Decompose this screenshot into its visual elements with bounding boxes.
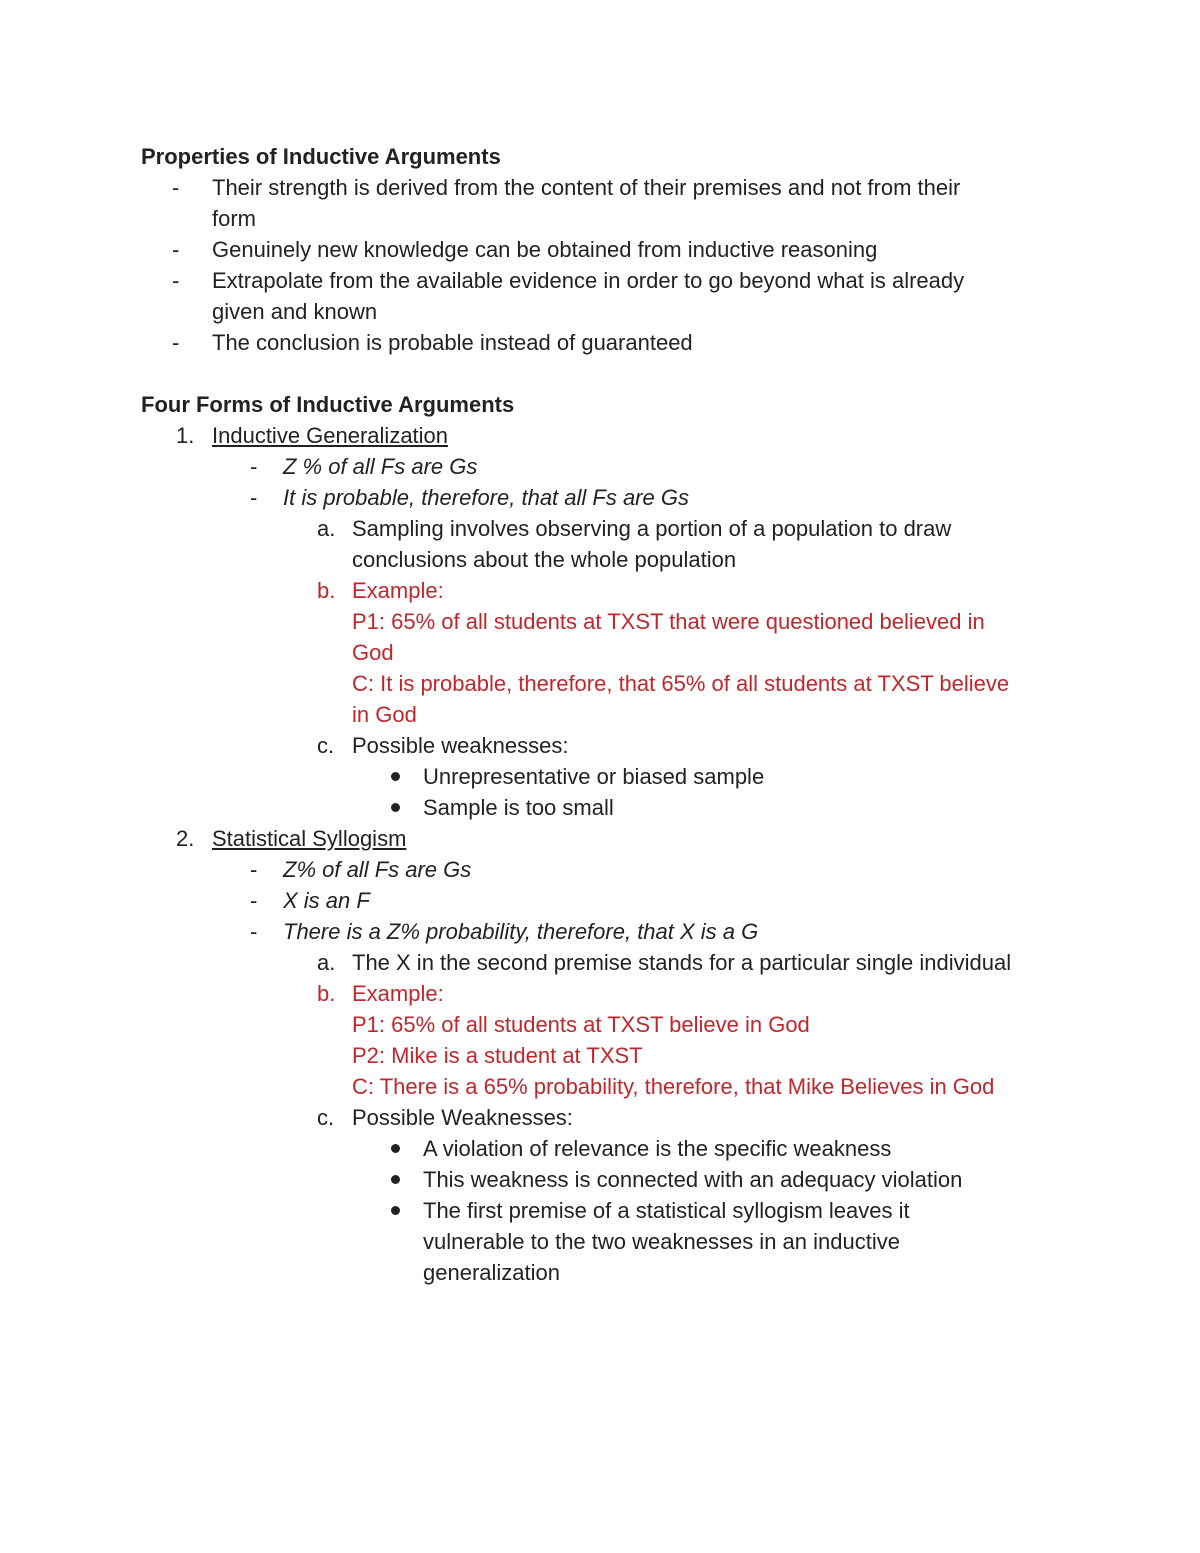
form-name-inductive-generalization: Inductive Generalization — [212, 423, 449, 448]
list-item: Sampling involves observing a portion of a population to draw — [352, 516, 952, 541]
example-line: P2: Mike is a student at TXST — [352, 1043, 643, 1068]
premise-line: It is probable, therefore, that all Fs are Gs — [283, 485, 689, 510]
list-item-continuation: form — [212, 206, 256, 231]
list-marker-a: a. — [317, 516, 336, 541]
list-item: Genuinely new knowledge can be obtained from inductive reasoning — [212, 237, 878, 262]
list-item: A violation of relevance is the specific weakness — [423, 1136, 892, 1161]
list-item: Sample is too small — [423, 795, 614, 820]
example-label: Example: — [352, 578, 444, 603]
list-marker-c: c. — [317, 1105, 335, 1130]
list-item-continuation: given and known — [212, 299, 378, 324]
bullet-dot-icon — [391, 1206, 400, 1215]
premise-line: Z % of all Fs are Gs — [283, 454, 478, 479]
list-item: The first premise of a statistical syllogism leaves it — [423, 1198, 910, 1223]
list-item: Unrepresentative or biased sample — [423, 764, 765, 789]
list-item-continuation: generalization — [423, 1260, 560, 1285]
list-item-continuation: conclusions about the whole population — [352, 547, 737, 572]
dash-marker: - — [172, 268, 180, 293]
bullet-dot-icon — [391, 772, 400, 781]
list-marker-b: b. — [317, 981, 336, 1006]
example-line: in God — [352, 702, 417, 727]
section-title-properties: Properties of Inductive Arguments — [141, 144, 501, 169]
dash-marker: - — [250, 888, 258, 913]
list-item: This weakness is connected with an adequacy violation — [423, 1167, 963, 1192]
list-item: The conclusion is probable instead of guaranteed — [212, 330, 693, 355]
section-title-four-forms: Four Forms of Inductive Arguments — [141, 392, 515, 417]
dash-marker: - — [250, 454, 258, 479]
list-item: The X in the second premise stands for a particular single individual — [352, 950, 1012, 975]
list-item: Extrapolate from the available evidence in order to go beyond what is already — [212, 268, 965, 293]
example-line: C: There is a 65% probability, therefore, that Mike Believes in God — [352, 1074, 995, 1099]
weaknesses-label: Possible Weaknesses: — [352, 1105, 573, 1130]
list-item-continuation: vulnerable to the two weaknesses in an inductive — [423, 1229, 900, 1254]
dash-marker: - — [250, 857, 258, 882]
weaknesses-label: Possible weaknesses: — [352, 733, 569, 758]
dash-marker: - — [250, 485, 258, 510]
premise-line: Z% of all Fs are Gs — [283, 857, 472, 882]
form-number: 2. — [176, 826, 195, 851]
dash-marker: - — [250, 919, 258, 944]
premise-line: X is an F — [283, 888, 370, 913]
bullet-dot-icon — [391, 1175, 400, 1184]
dash-marker: - — [172, 175, 180, 200]
form-name-statistical-syllogism: Statistical Syllogism — [212, 826, 407, 851]
list-marker-b: b. — [317, 578, 336, 603]
list-marker-c: c. — [317, 733, 335, 758]
example-line: P1: 65% of all students at TXST that were questioned believed in — [352, 609, 985, 634]
example-line: God — [352, 640, 394, 665]
form-number: 1. — [176, 423, 195, 448]
bullet-dot-icon — [391, 1144, 400, 1153]
premise-line: There is a Z% probability, therefore, that X is a G — [283, 919, 759, 944]
list-marker-a: a. — [317, 950, 336, 975]
dash-marker: - — [172, 330, 180, 355]
dash-marker: - — [172, 237, 180, 262]
list-item: Their strength is derived from the content of their premises and not from their — [212, 175, 961, 200]
bullet-dot-icon — [391, 803, 400, 812]
example-line: P1: 65% of all students at TXST believe in God — [352, 1012, 810, 1037]
example-line: C: It is probable, therefore, that 65% of all students at TXST believe — [352, 671, 1010, 696]
example-label: Example: — [352, 981, 444, 1006]
